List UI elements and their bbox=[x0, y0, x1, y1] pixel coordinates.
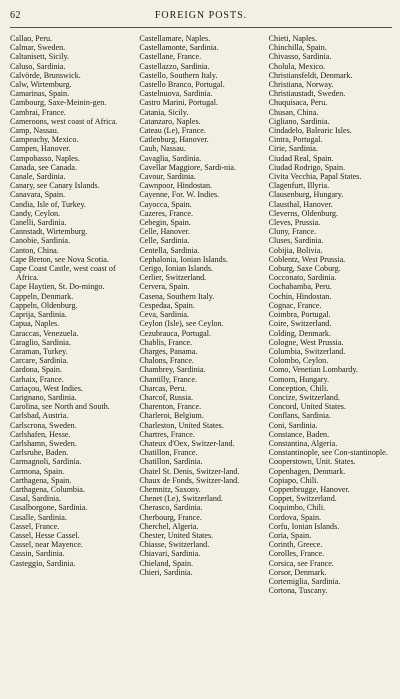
list-item: Caluso, Sardinia. bbox=[10, 61, 66, 71]
list-item: Conflans, Sardinia. bbox=[268, 411, 331, 421]
list-item: Carlscrona, Sweden. bbox=[10, 420, 77, 430]
list-item: Chatillon, France. bbox=[139, 448, 198, 458]
list-item: Chivasso, Sardinia. bbox=[268, 52, 332, 62]
list-item: Cochabamba, Peru. bbox=[268, 282, 332, 292]
list-item: Constantina, Algeria. bbox=[268, 438, 338, 448]
list-item: Calw, Wirtemburg. bbox=[10, 80, 72, 90]
list-item: Cervera, Spain. bbox=[139, 282, 190, 292]
list-item: Coburg, Saxe Coburg. bbox=[268, 264, 341, 274]
list-item: Celle, Sardinia. bbox=[139, 236, 190, 246]
list-item: Concize, Switzerland. bbox=[268, 392, 340, 402]
list-item: Cigliano, Sardinia. bbox=[268, 116, 330, 126]
list-item: Carignano, Sardinia. bbox=[10, 392, 77, 402]
list-item: Castello Branco, Portugal. bbox=[139, 80, 225, 90]
list-item: Canton, China. bbox=[10, 245, 59, 255]
list-item: Corsor, Denmark. bbox=[268, 567, 327, 577]
list-item: Cleverns, Oldenburg. bbox=[268, 208, 338, 218]
list-item: Candia, Isle of, Turkey. bbox=[10, 199, 86, 209]
list-item: Cariaçou, West Indies. bbox=[10, 383, 83, 393]
list-item: Cavellar Maggiore, Sardi-nia. bbox=[139, 162, 236, 172]
column-1 bbox=[10, 34, 133, 595]
list-item: Ceva, Sardinia. bbox=[139, 310, 190, 320]
list-item: Cordova, Spain. bbox=[268, 512, 322, 522]
list-item: Como, Venetian Lombardy. bbox=[268, 365, 358, 375]
list-item: Campobasso, Naples. bbox=[10, 153, 80, 163]
list-item: Constance, Baden. bbox=[268, 429, 330, 439]
list-item: Chalons, France. bbox=[139, 356, 194, 366]
list-item: Cavaglia, Sardinia. bbox=[139, 153, 202, 163]
list-item: Capua, Naples. bbox=[10, 319, 60, 329]
list-item: Cape Breton, see Nova Scotia. bbox=[10, 254, 109, 264]
list-item: Comorn, Hungary. bbox=[268, 374, 330, 384]
list-item: Campeachy, Mexico. bbox=[10, 135, 79, 145]
list-item: Carlsruhe, Baden. bbox=[10, 448, 69, 458]
list-item: Cavour, Sardinia. bbox=[139, 172, 196, 182]
list-item: Cawnpoor, Hindostan. bbox=[139, 181, 213, 191]
list-item: Chateux d'Oex, Switzer-land. bbox=[139, 438, 235, 448]
list-item: Coppenbrugge, Hanover. bbox=[268, 484, 350, 494]
list-item: Cognac, France. bbox=[268, 300, 322, 310]
list-item: Cezubrauca, Portugal. bbox=[139, 328, 212, 338]
list-item: Coria, Spain. bbox=[268, 530, 312, 540]
list-item: Catlenburg, Hanover. bbox=[139, 135, 209, 145]
list-item: Concord, United States. bbox=[268, 402, 346, 412]
list-item: Cateau (Le), France. bbox=[139, 126, 206, 136]
list-item: Chablis, France. bbox=[139, 337, 193, 347]
list-item: Castro Marini, Portugal. bbox=[139, 98, 219, 108]
list-item: Charcof, Russia. bbox=[139, 392, 194, 402]
list-item: Caraglio, Sardinia. bbox=[10, 337, 71, 347]
list-item: Constantinople, see Con-stantinople. bbox=[268, 448, 388, 458]
list-item: Charenton, France. bbox=[139, 402, 202, 412]
list-item: Columbia, Switzerland. bbox=[268, 346, 346, 356]
list-item: Canale, Sardinia. bbox=[10, 172, 66, 182]
list-item: Carhaix, France. bbox=[10, 374, 64, 384]
list-item: Christiansfeldt, Denmark. bbox=[268, 70, 353, 80]
list-item: Cayocca, Spain. bbox=[139, 199, 192, 209]
list-item: Colding, Denmark. bbox=[268, 328, 331, 338]
list-item: Chieri, Sardinia. bbox=[139, 567, 193, 577]
list-item: Cayenne, For. W. Indies. bbox=[139, 190, 220, 200]
list-item: Chiavari, Sardinia. bbox=[139, 549, 201, 559]
list-item: Cerlier, Switzerland. bbox=[139, 273, 207, 283]
list-item: Carlsbad, Austria. bbox=[10, 411, 69, 421]
list-item: Callao, Peru. bbox=[10, 34, 53, 43]
list-item: Caltanisett, Sicily. bbox=[10, 52, 70, 62]
list-item: Cocconato, Sardinia. bbox=[268, 273, 337, 283]
list-item: Corinth, Greece. bbox=[268, 540, 323, 550]
column-3 bbox=[269, 34, 392, 595]
page-header bbox=[10, 8, 392, 24]
list-item: Casalle, Sardinia. bbox=[10, 512, 67, 522]
list-item: Canelli, Sardinia. bbox=[10, 218, 67, 228]
list-item: Campen, Hanover. bbox=[10, 144, 71, 154]
list-item: Casteggio, Sardinia. bbox=[10, 558, 76, 568]
list-item: Coblentz, West Prussia. bbox=[268, 254, 346, 264]
list-item: Caraccas, Venezuela. bbox=[10, 328, 79, 338]
list-item: Carthagena, Columbia. bbox=[10, 484, 85, 494]
list-item: Carolina, see North and South. bbox=[10, 402, 110, 412]
list-item: Civita Vecchia, Papal States. bbox=[268, 172, 362, 182]
page-number: 62 bbox=[10, 10, 21, 21]
list-item: Chartres, France. bbox=[139, 429, 195, 439]
list-item: Cherasco, Sardinia. bbox=[139, 503, 203, 513]
list-item: Chuquisaca, Peru. bbox=[268, 98, 328, 108]
list-item: Cebegin, Spain. bbox=[139, 218, 191, 228]
list-item: Charleston, United States. bbox=[139, 420, 224, 430]
list-item: Castellane, France. bbox=[139, 52, 202, 62]
list-item: Carcare, Sardinia. bbox=[10, 356, 69, 366]
list-item: Canary, see Canary Islands. bbox=[10, 181, 100, 191]
list-item: Canada, see Canada. bbox=[10, 162, 77, 172]
list-item: Chemnitz, Saxony. bbox=[139, 484, 201, 494]
list-item: Corfu, Ionian Islands. bbox=[268, 521, 340, 531]
list-item: Casalborgone, Sardinia. bbox=[10, 503, 88, 513]
list-item: Cholula, Mexico. bbox=[268, 61, 326, 71]
list-item: Cherbourg, France. bbox=[139, 512, 202, 522]
list-item: Cameroons, west coast of Africa. bbox=[10, 116, 118, 126]
list-item: Chatel St. Denis, Switzer-land. bbox=[139, 466, 240, 476]
list-item: Chusan, China. bbox=[268, 107, 319, 117]
list-item: Charges, Panama. bbox=[139, 346, 198, 356]
list-item: Cape Coast Castle, west coast of Africa. bbox=[10, 264, 116, 283]
column-2 bbox=[139, 34, 262, 595]
list-item: Colombo, Ceylon. bbox=[268, 356, 329, 366]
list-item: Cerigo, Ionian Islands. bbox=[139, 264, 214, 274]
list-item: Catania, Sicily. bbox=[139, 107, 189, 117]
list-item: Cobijia, Bolivia. bbox=[268, 245, 323, 255]
list-item: Cambrai, France. bbox=[10, 107, 66, 117]
list-item: Clagenfurt, Illyria. bbox=[268, 181, 330, 191]
list-item: Castellamonte, Sardinia. bbox=[139, 43, 219, 53]
list-item: Cologne, West Prussia. bbox=[268, 337, 344, 347]
list-item: Chieti, Naples. bbox=[268, 34, 317, 43]
list-item: Cappeln, Oldenburg. bbox=[10, 300, 78, 310]
list-item: Chantilly, France. bbox=[139, 374, 198, 384]
list-item: Christiana, Norway. bbox=[268, 80, 334, 90]
list-item: Charcas, Peru. bbox=[139, 383, 187, 393]
list-item: Coppet, Switzerland. bbox=[268, 494, 337, 504]
list-item: Cherchel, Algeria. bbox=[139, 521, 199, 531]
list-item: Cleves, Prussia. bbox=[268, 218, 321, 228]
list-item: Cardona, Spain. bbox=[10, 365, 62, 375]
list-item: Chieland, Spain. bbox=[139, 558, 194, 568]
list-item: Cluny, France. bbox=[268, 227, 317, 237]
list-item: Cassel, France. bbox=[10, 521, 60, 531]
list-item: Caprija, Sardinia. bbox=[10, 310, 67, 320]
list-item: Ciudad Real, Spain. bbox=[268, 153, 334, 163]
list-item: Castelnuova, Sardinia. bbox=[139, 89, 213, 99]
list-item: Chambrey, Sardinia. bbox=[139, 365, 206, 375]
list-item: Cortona, Tuscany. bbox=[268, 586, 328, 596]
list-item: Coimbra, Portugal. bbox=[268, 310, 331, 320]
list-item: Cortemiglia, Sardinia. bbox=[268, 576, 341, 586]
list-item: Candy, Ceylon. bbox=[10, 208, 61, 218]
list-item: Cazeres, France. bbox=[139, 208, 194, 218]
list-item: Clausthal, Hanover. bbox=[268, 199, 333, 209]
list-item: Caub, Nassau. bbox=[139, 144, 186, 154]
list-item: Copenhagen, Denmark. bbox=[268, 466, 346, 476]
list-item: Cooperstown, Unit. States. bbox=[268, 457, 356, 467]
page-title: FOREIGN POSTS. bbox=[154, 10, 248, 21]
list-item: Castellazzo, Sardinia. bbox=[139, 61, 210, 71]
list-item: Cape Haytien, St. Do-mingo. bbox=[10, 282, 105, 292]
list-item: Caraman, Turkey. bbox=[10, 346, 68, 356]
list-item: Cochin, Hindostan. bbox=[268, 291, 332, 301]
list-item: Canavara, Spain. bbox=[10, 190, 66, 200]
list-item: Castellamare, Naples. bbox=[139, 34, 211, 43]
list-item: Calvörde, Brunswick. bbox=[10, 70, 81, 80]
list-item: Cindadelo, Balearic Isles. bbox=[268, 126, 352, 136]
list-item: Coquimbo, Chili. bbox=[268, 503, 326, 513]
list-item: Chatillon, Sardinia. bbox=[139, 457, 203, 467]
list-item: Chenet (Le), Switzerland. bbox=[139, 494, 223, 504]
list-item: Cambourg, Saxe-Meinin-gen. bbox=[10, 98, 107, 108]
list-item: Corolles, France. bbox=[268, 549, 325, 559]
list-item: Chiasse, Switzerland. bbox=[139, 540, 210, 550]
list-item: Chinchilla, Spain. bbox=[268, 43, 327, 53]
list-item: Carmagnoli, Sardinia. bbox=[10, 457, 82, 467]
list-item: Corsica, see France. bbox=[268, 558, 334, 568]
list-item: Cirie, Sardinia. bbox=[268, 144, 318, 154]
list-item: Copiapo, Chili. bbox=[268, 475, 319, 485]
list-item: Cassin, Sardinia. bbox=[10, 549, 65, 559]
list-item: Casal, Sardinia. bbox=[10, 494, 62, 504]
list-item: Canobie, Sardinia. bbox=[10, 236, 71, 246]
list-item: Charleroi, Belgium. bbox=[139, 411, 204, 421]
list-item: Christiaustadt, Sweden. bbox=[268, 89, 346, 99]
list-item: Castello, Southern Italy. bbox=[139, 70, 218, 80]
list-item: Ceylon (Isle), see Ceylon. bbox=[139, 319, 224, 329]
list-item: Casena, Southern Italy. bbox=[139, 291, 215, 301]
list-item: Carthagena, Spain. bbox=[10, 475, 72, 485]
header-rule bbox=[10, 27, 392, 28]
list-item: Conception, Chili. bbox=[268, 383, 329, 393]
list-item: Camarinas, Spain. bbox=[10, 89, 70, 99]
list-item: Cluses, Sardinia. bbox=[268, 236, 324, 246]
list-item: Cannstadt, Wirtemburg. bbox=[10, 227, 88, 237]
list-item: Chester, United States. bbox=[139, 530, 214, 540]
list-item: Cintra, Portugal. bbox=[268, 135, 323, 145]
list-item: Catanzaro, Naples. bbox=[139, 116, 201, 126]
list-item: Carlshafen, Hesse. bbox=[10, 429, 71, 439]
list-item: Carlshamn, Sweden. bbox=[10, 438, 77, 448]
gazetteer-columns bbox=[10, 34, 392, 595]
list-item: Chaux de Fonds, Switzer-land. bbox=[139, 475, 240, 485]
list-item: Coire, Switzerland. bbox=[268, 319, 332, 329]
list-item: Cephalonia, Ionian Islands. bbox=[139, 254, 228, 264]
list-item: Clausenburg, Hungary. bbox=[268, 190, 344, 200]
list-item: Calmar, Sweden. bbox=[10, 43, 66, 53]
list-item: Celle, Hanover. bbox=[139, 227, 190, 237]
list-item: Cappeln, Denmark. bbox=[10, 291, 74, 301]
list-item: Cassel, Hesse Cassel. bbox=[10, 530, 80, 540]
list-item: Cespedaa, Spain. bbox=[139, 300, 195, 310]
list-item: Centella, Sardinia. bbox=[139, 245, 200, 255]
list-item: Camp, Nassau. bbox=[10, 126, 59, 136]
list-item: Carmona, Spain. bbox=[10, 466, 65, 476]
list-item: Cassel, near Mayence. bbox=[10, 540, 83, 550]
list-item: Ciudad Rodrigo, Spain. bbox=[268, 162, 346, 172]
list-item: Coni, Sardinia. bbox=[268, 420, 318, 430]
